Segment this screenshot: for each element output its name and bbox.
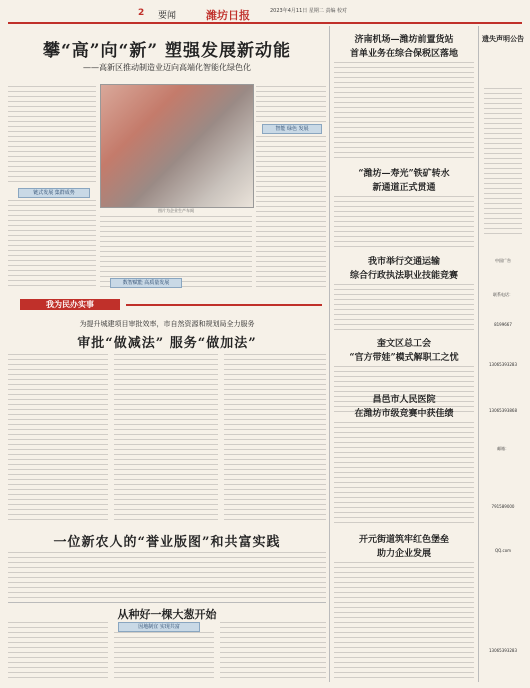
kicker-2: 为提升城建项目审批效率，市自然资源和规划局全力服务 (79, 320, 255, 328)
rail-label: 13065393283 (489, 648, 517, 653)
article-photo (100, 84, 254, 208)
issue-date: 2023年4月11日 星期二 责编 校对 (270, 8, 348, 14)
rail-label: 邮箱： (497, 446, 509, 451)
brief-headline-2b: 新通道正式贯通 (372, 183, 436, 193)
body-text-block (8, 552, 326, 600)
news-brief-column (334, 26, 474, 682)
body-text-block (224, 354, 326, 524)
body-text-block (114, 632, 214, 680)
section-tag: 智能 绿色 发展 (262, 124, 322, 134)
brief-headline-2a: “潍坊—寿光”铁矿转水 (358, 169, 450, 179)
divider (126, 304, 322, 306)
headline-4: 从种好一棵大葱开始 (117, 608, 217, 621)
brief-headline-6a: 开元街道筑牢红色堡垒 (358, 535, 449, 545)
ad-rail (482, 26, 524, 682)
rail-label: 791589000 (491, 504, 515, 509)
brief-headline-3b: 综合行政执法职业技能竞赛 (349, 271, 458, 281)
body-text-block (8, 622, 108, 680)
body-text-block (256, 136, 326, 291)
rail-label: 中国广告 (495, 258, 511, 263)
rail-label: 联系电话： (493, 292, 513, 297)
brief-headline-5b: 在潍坊市级竞赛中获佳绩 (354, 409, 454, 419)
body-text-block (8, 86, 96, 186)
brief-headline-3a: 我市举行交通运输 (367, 257, 440, 267)
body-text-block (334, 422, 474, 526)
brief-headline-1b: 首单业务在综合保税区落地 (349, 49, 458, 59)
brief-headline-5a: 昌邑市人民医院 (372, 395, 436, 405)
body-text-block (8, 354, 108, 524)
column-banner (8, 296, 326, 312)
headline-1: 攀“高”向“新” 塑强发展新动能 (42, 41, 292, 61)
section-tag: 因地制宜 实现共富 (118, 622, 200, 632)
main-column (8, 26, 326, 682)
headline-2: 审批“做减法” 服务“做加法” (77, 336, 257, 351)
body-text-block (114, 354, 218, 524)
column-rule (478, 26, 479, 682)
rail-label: 8199667 (494, 322, 512, 327)
section-name: 要闻 (158, 11, 177, 21)
divider (8, 602, 326, 603)
body-text-block (334, 196, 474, 248)
body-text-block (256, 86, 326, 122)
rail-label: 13065393868 (489, 408, 517, 413)
headline-3: 一位新农人的“誉业版图”和共富实践 (53, 535, 281, 550)
body-text-block (334, 284, 474, 332)
rail-label: QQ.com (494, 548, 512, 553)
body-text-block (484, 88, 522, 238)
brief-headline-4b: “官方带娃”模式解职工之忧 (349, 353, 459, 363)
rail-title: 遗失声明公告 (482, 35, 524, 43)
body-text-block (334, 562, 474, 678)
brief-headline-6b: 助力企业发展 (376, 549, 431, 559)
column-rule (329, 26, 330, 682)
column-banner-label: 我为民办实事 (20, 299, 120, 310)
section-tag: 数智赋能 高质量发展 (110, 278, 182, 288)
newspaper-brand: 潍坊日报 (206, 9, 250, 22)
section-tag: 链式发展 集群成势 (18, 188, 90, 198)
body-text-block (334, 62, 474, 158)
subheadline-1: ——高新区推动制造业迈向高端化智能化绿色化 (83, 63, 251, 72)
body-text-block (8, 200, 96, 290)
photo-caption: 图片为企业生产车间 (158, 208, 194, 213)
rail-label: 13065393283 (489, 362, 517, 367)
page-number: 2 (138, 8, 145, 18)
body-text-block (220, 622, 326, 680)
brief-headline-1a: 济南机场—潍坊前置货站 (354, 35, 454, 45)
masthead (8, 8, 522, 24)
brief-headline-4a: 奎文区总工会 (376, 339, 431, 349)
